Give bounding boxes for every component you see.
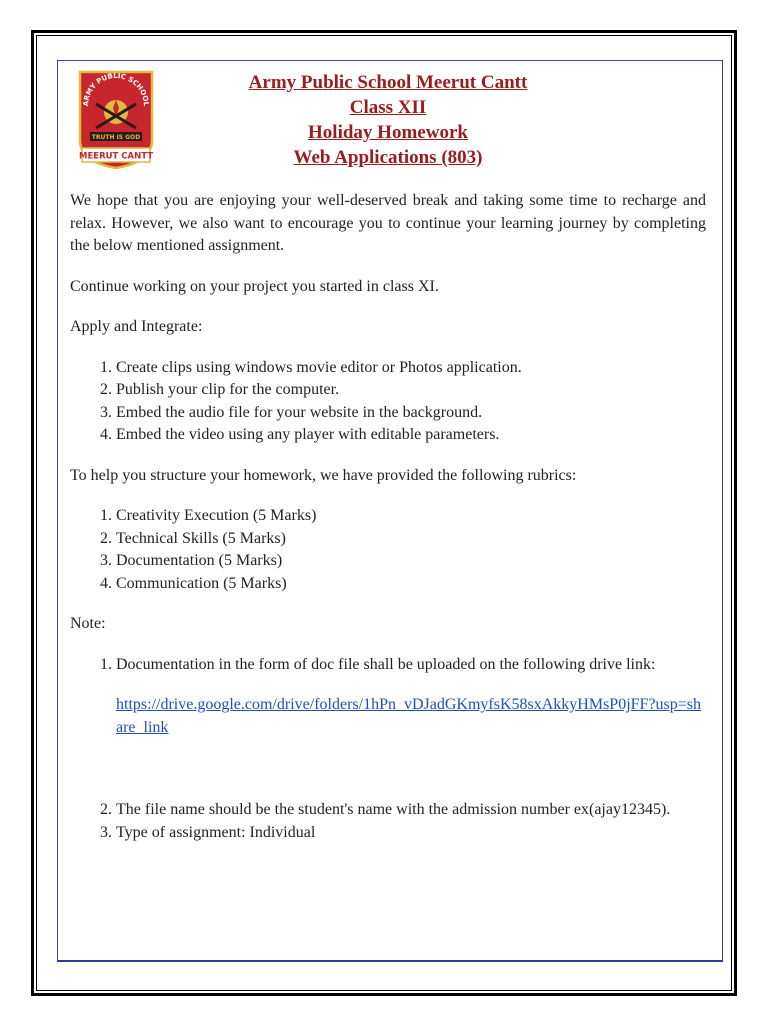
continue-paragraph: Continue working on your project you started in class XI.	[70, 277, 439, 295]
intro-paragraph: We hope that you are enjoying your well-deserved break and taking some time to recharge and relax. However, we also want to encourage you to continue your learning journey by completing the below mentioned assignment.	[70, 192, 706, 254]
note-list	[70, 654, 706, 845]
list-item	[116, 654, 706, 740]
logo-bottom-text: MEERUT CANTT	[79, 151, 153, 162]
rubrics-list	[70, 505, 706, 595]
list-item: 3. Type of assignment: Individual	[116, 822, 706, 845]
list-item: 2. The file name should be the student's name with the admission number ex(ajay12345).	[116, 799, 706, 822]
note-heading: Note:	[70, 615, 106, 632]
rubrics-heading: To help you structure your homework, we have provided the following rubrics:	[70, 466, 577, 484]
note-text: Documentation in the form of doc file shall be uploaded on the following drive link:	[116, 655, 656, 673]
list-item: 2. Publish your clip for the computer.	[116, 379, 706, 402]
subject-title: Web Applications (803)	[293, 147, 483, 168]
drive-link[interactable]: https://drive.google.com/drive/folders/1hPn_vDJadGKmyfsK58sxAkkyHMsP0jFF?usp=share_link	[116, 696, 702, 736]
list-item: 4. Embed the video using any player with editable parameters.	[116, 424, 706, 447]
list-item: 3. Documentation (5 Marks)	[116, 550, 706, 573]
apply-list	[70, 357, 706, 447]
apply-heading: Apply and Integrate:	[70, 318, 203, 335]
school-name: Army Public School Meerut Cantt	[248, 72, 528, 93]
homework-title: Holiday Homework	[308, 122, 468, 143]
list-item: 2. Technical Skills (5 Marks)	[116, 528, 706, 551]
document-body	[70, 190, 706, 862]
class-title: Class XII	[349, 97, 427, 118]
list-item: 1. Create clips using windows movie editor or Photos application.	[116, 357, 706, 380]
document-header	[160, 70, 616, 170]
list-item: 1. Creativity Execution (5 Marks)	[116, 505, 706, 528]
school-logo	[78, 70, 154, 170]
list-item: 3. Embed the audio file for your website in the background.	[116, 402, 706, 425]
list-item: 4. Communication (5 Marks)	[116, 573, 706, 596]
logo-top-text: ARMY PUBLIC SCHOOL	[81, 71, 151, 107]
logo-motto: TRUTH IS GOD	[91, 134, 141, 141]
